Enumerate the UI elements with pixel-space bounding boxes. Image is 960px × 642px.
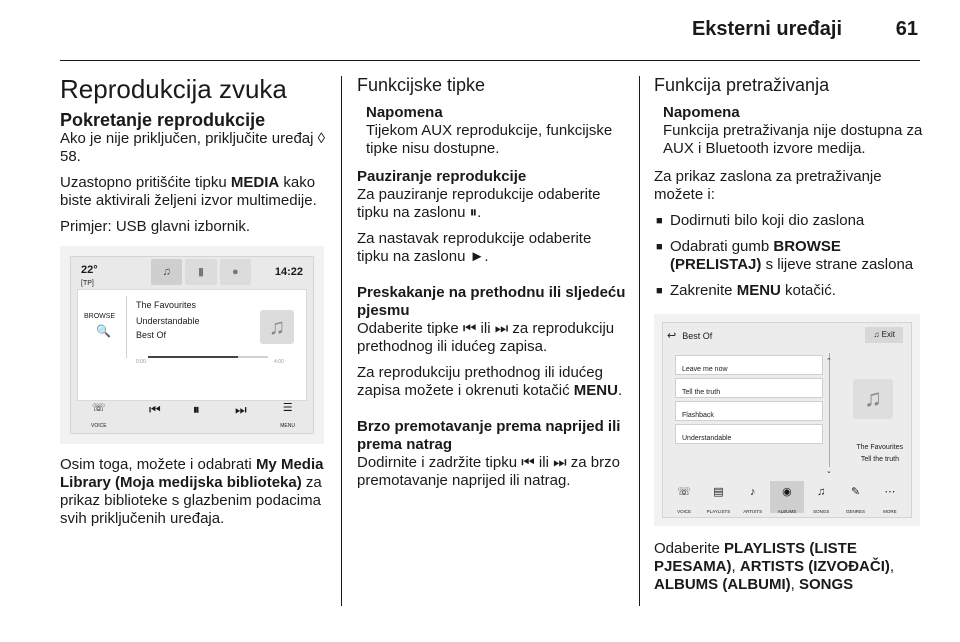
- track-label: Tell the truth: [860, 456, 899, 463]
- exit-button[interactable]: ♫ Exit: [865, 327, 903, 343]
- list-item[interactable]: Flashback: [675, 401, 823, 421]
- bullet-browse: ■ Odabrati gumb BROWSE (PRELISTAJ) s lijeve strane zaslona: [654, 238, 924, 274]
- track-list: [675, 355, 823, 447]
- note-text-search: Funkcija pretraživanja nije dostupna za AUX i Bluetooth izvore medija.: [663, 122, 923, 157]
- playlists-icon: ▤: [713, 486, 724, 498]
- subhead-skip: Preskakanje na prethodnu ili sljedeću pjesmu: [357, 284, 626, 319]
- tab-music-icon[interactable]: ♫: [151, 259, 182, 285]
- menu-icon: ☰: [282, 402, 293, 414]
- playback-controls: [77, 395, 307, 429]
- section-title-search: Funkcija pretraživanja: [654, 75, 830, 95]
- subhead-pause: Pauziranje reprodukcije: [357, 168, 527, 185]
- paragraph-example: Primjer: USB glavni izbornik.: [60, 218, 251, 235]
- list-item[interactable]: Understandable: [675, 424, 823, 444]
- section-title-audio: Reprodukcija zvuka: [60, 74, 287, 104]
- source-tabs: [151, 259, 251, 285]
- track-label: Understandable: [136, 316, 200, 326]
- more-button[interactable]: ⋯ MORE: [883, 486, 897, 514]
- more-icon: ⋯: [884, 486, 896, 498]
- panel-divider: [126, 296, 127, 358]
- album-art-icon: ♫: [260, 310, 294, 344]
- paragraph-library: Osim toga, možete i odabrati My Media Library (Moja medijska biblioteka) za prikaz biblioteke s glazbenim podacima svih priključenih uređaja.: [60, 456, 324, 527]
- search-icon[interactable]: 🔍: [96, 324, 111, 338]
- note-title: Napomena: [366, 104, 443, 121]
- bullet-menu: ■ Zakrenite MENU kotačić.: [654, 282, 924, 300]
- column-1: [60, 74, 326, 536]
- screenshot-usb-main-menu: [60, 246, 324, 444]
- note-box-search: [654, 104, 924, 158]
- paragraph-resume: Za nastavak reprodukcije odaberite tipku na zaslonu ►.: [357, 230, 592, 265]
- time-elapsed: 0:00: [136, 359, 146, 365]
- clock: 14:22: [274, 266, 303, 278]
- albums-icon: ◉: [782, 486, 792, 498]
- category-bar: [667, 481, 907, 513]
- back-icon[interactable]: ↩: [667, 330, 677, 342]
- progress-bar[interactable]: [148, 356, 268, 358]
- note-text: Tijekom AUX reprodukcije, funkcijske tipke nisu dostupne.: [366, 122, 613, 157]
- column-divider-2: [639, 76, 640, 606]
- section-title-function-keys: Funkcijske tipke: [357, 75, 486, 95]
- playlists-button[interactable]: ▤ PLAYLISTS: [706, 486, 731, 514]
- paragraph-search-intro: Za prikaz zaslona za pretraživanje možete i:: [654, 168, 882, 203]
- subsection-title-start: Pokretanje reprodukcije: [60, 110, 266, 130]
- voice-button[interactable]: ☏ VOICE: [677, 486, 692, 514]
- browse-button[interactable]: BROWSE: [84, 313, 116, 320]
- browse-frame: [662, 322, 912, 518]
- paragraph-skip: Odaberite tipke ⏮ ili ⏭ za reprodukciju prethodnog ili idućeg zapisa.: [357, 320, 615, 355]
- menu-button[interactable]: ☰ MENU: [280, 402, 295, 429]
- artist-label: The Favourites: [856, 444, 903, 451]
- songs-icon: ♫: [817, 486, 826, 498]
- genres-icon: ✎: [850, 486, 861, 498]
- paragraph-skip-wheel: Za reprodukciju prethodnog ili idućeg zapisa možete i okrenuti kotačić MENU.: [357, 364, 623, 399]
- songs-button[interactable]: ♫ SONGS: [813, 486, 830, 514]
- list-item[interactable]: Leave me now: [675, 355, 823, 375]
- artists-button[interactable]: ♪ ARTISTS: [743, 486, 763, 514]
- list-item[interactable]: Tell the truth: [675, 378, 823, 398]
- artist-label: The Favourites: [136, 300, 197, 310]
- column-2: [357, 74, 627, 498]
- paragraph-connect: Ako je nije priključen, priključite uređaj ◊ 58.: [60, 130, 326, 165]
- artists-icon: ♪: [749, 486, 756, 498]
- screen-frame: [70, 256, 314, 434]
- note-box: [357, 104, 627, 158]
- tab-disc-icon[interactable]: ●: [220, 259, 251, 285]
- header-title: Eksterni uređaji: [691, 18, 842, 40]
- time-total: 4:00: [274, 359, 284, 365]
- previous-track-icon[interactable]: ⏮: [149, 402, 161, 417]
- bullet-touch: ■ Dodirnuti bilo koji dio zaslona: [654, 212, 924, 230]
- paragraph-categories: Odaberite PLAYLISTS (LISTE PJESAMA), ARTISTS (IZVOĐAČI), ALBUMS (ALBUMI), SONGS: [654, 540, 895, 593]
- tab-device-icon[interactable]: ▮: [185, 259, 216, 285]
- browse-header: [667, 327, 907, 345]
- paragraph-pause: Za pauziranje reprodukcije odaberite tipku na zaslonu ⏸.: [357, 186, 601, 221]
- voice-icon: ☏: [91, 402, 106, 414]
- screenshot-browse-list: [654, 314, 920, 526]
- column-3: [654, 74, 924, 602]
- paragraph-media: Uzastopno pritišćite tipku MEDIA kako biste aktivirali željeni izvor multimedije.: [60, 174, 317, 209]
- header-rule: [60, 60, 920, 61]
- page-number: 61: [895, 18, 918, 40]
- column-divider-1: [341, 76, 342, 606]
- progress-fill: [148, 356, 238, 358]
- paragraph-fast-forward: Dodirnite i zadržite tipku ⏮ ili ⏭ za brzo premotavanje naprijed ili natrag.: [357, 454, 620, 489]
- album-art-icon: ♫: [853, 379, 893, 419]
- next-track-icon[interactable]: ⏭: [235, 402, 247, 417]
- tp-indicator: [TP]: [81, 280, 94, 287]
- pause-icon[interactable]: ⏸: [193, 402, 200, 417]
- temperature: 22°: [81, 264, 98, 276]
- note-title-search: Napomena: [663, 104, 740, 121]
- scroll-down-icon[interactable]: ⌄: [826, 468, 832, 475]
- album-label: Best Of: [136, 330, 167, 340]
- scroll-up-icon[interactable]: ⌃: [826, 358, 832, 365]
- genres-button[interactable]: ✎ GENRES: [846, 486, 866, 514]
- page-header: [60, 14, 920, 54]
- browse-title: Best Of: [682, 331, 713, 341]
- voice-icon: ☏: [677, 486, 692, 498]
- voice-button[interactable]: ☏ VOICE: [91, 402, 107, 429]
- subhead-fast-forward: Brzo premotavanje prema naprijed ili prema natrag: [357, 418, 621, 453]
- now-playing-panel: [77, 289, 307, 401]
- albums-button[interactable]: ◉ ALBUMS: [770, 481, 804, 513]
